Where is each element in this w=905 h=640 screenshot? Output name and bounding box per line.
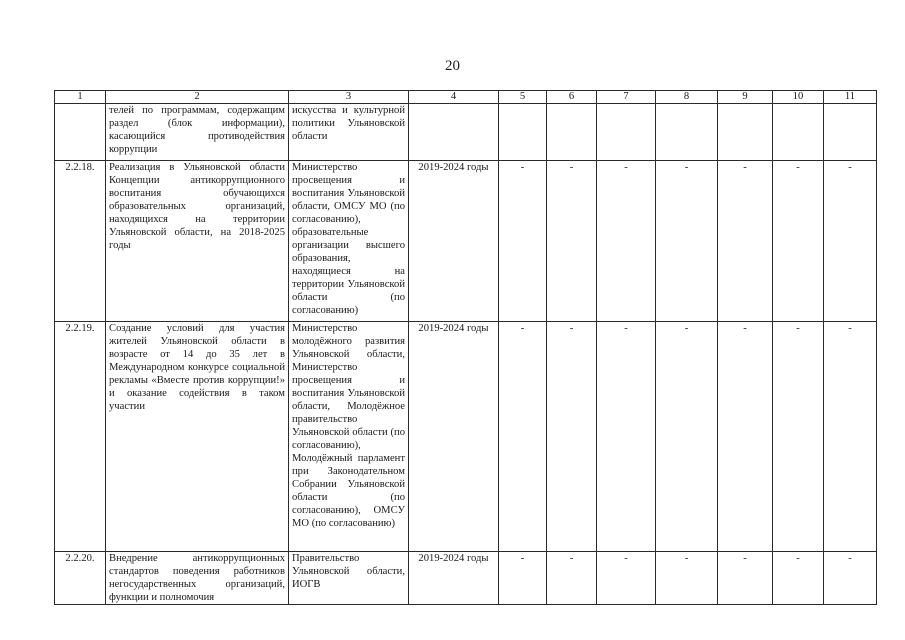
column-header: 8: [656, 91, 718, 104]
value-cell: -: [597, 322, 656, 552]
column-header: 3: [289, 91, 409, 104]
measures-table: [54, 90, 877, 605]
value-cell: -: [656, 552, 718, 605]
value-cell: -: [547, 161, 597, 322]
responsible-executor: Министерство молодёжного развития Ульяновской области, Министерство просвещения и воспитания Ульяновской области, Молодёжное правительство Ульяновской области (по согласованию), Молодёжный парламент при Законодательном Собрании Ульяновской области (по согласованию), ОМСУ МО (по согласованию): [289, 322, 409, 552]
table-row: [55, 161, 877, 322]
responsible-executor: Правительство Ульяновской области, ИОГВ: [289, 552, 409, 605]
value-cell: -: [718, 161, 773, 322]
value-cell: -: [597, 161, 656, 322]
value-cell: -: [773, 161, 824, 322]
value-cell: -: [499, 552, 547, 605]
column-header: 2: [106, 91, 289, 104]
value-cell: -: [499, 322, 547, 552]
value-cell: [597, 104, 656, 161]
column-header: 4: [409, 91, 499, 104]
measure-description: телей по программам, содержащим раздел (блок информации), касающийся противодействия коррупции: [106, 104, 289, 161]
value-cell: -: [773, 322, 824, 552]
value-cell: -: [824, 322, 877, 552]
table-row: [55, 322, 877, 552]
implementation-period: 2019-2024 годы: [409, 322, 499, 552]
value-cell: [824, 104, 877, 161]
page-number: 20: [445, 58, 460, 74]
value-cell: [656, 104, 718, 161]
value-cell: -: [547, 552, 597, 605]
implementation-period: 2019-2024 годы: [409, 161, 499, 322]
column-header: 5: [499, 91, 547, 104]
value-cell: [718, 104, 773, 161]
implementation-period: 2019-2024 годы: [409, 552, 499, 605]
responsible-executor: Министерство просвещения и воспитания Ульяновской области, ОМСУ МО (по согласованию), образовательные организации высшего образования, находящиеся на территории Ульяновской области (по согласованию): [289, 161, 409, 322]
row-number: 2.2.18.: [55, 161, 106, 322]
value-cell: -: [597, 552, 656, 605]
measure-description: Внедрение антикоррупционных стандартов поведения работников негосударственных организаций, функции и полномочия: [106, 552, 289, 605]
row-number: [55, 104, 106, 161]
value-cell: -: [547, 322, 597, 552]
value-cell: -: [499, 161, 547, 322]
measure-description: Реализация в Ульяновской области Концепции антикоррупционного воспитания обучающихся образовательных организаций, находящихся на территории Ульяновской области, на 2018-2025 годы: [106, 161, 289, 322]
responsible-executor: искусства и культурной политики Ульяновской области: [289, 104, 409, 161]
row-number: 2.2.19.: [55, 322, 106, 552]
table-row: [55, 104, 877, 161]
column-header: 10: [773, 91, 824, 104]
row-number: 2.2.20.: [55, 552, 106, 605]
column-number-row: [55, 91, 877, 104]
value-cell: -: [718, 552, 773, 605]
column-header: 7: [597, 91, 656, 104]
value-cell: [499, 104, 547, 161]
table-row: [55, 552, 877, 605]
value-cell: -: [773, 552, 824, 605]
column-header: 1: [55, 91, 106, 104]
column-header: 11: [824, 91, 877, 104]
value-cell: -: [656, 322, 718, 552]
value-cell: -: [824, 552, 877, 605]
value-cell: -: [718, 322, 773, 552]
value-cell: -: [656, 161, 718, 322]
value-cell: [773, 104, 824, 161]
value-cell: -: [824, 161, 877, 322]
implementation-period: [409, 104, 499, 161]
column-header: 9: [718, 91, 773, 104]
column-header: 6: [547, 91, 597, 104]
value-cell: [547, 104, 597, 161]
measure-description: Создание условий для участия жителей Ульяновской области в возрасте от 14 до 35 лет в Международном конкурсе социальной рекламы «Вместе против коррупции!» и оказание содействия в таком участии: [106, 322, 289, 552]
